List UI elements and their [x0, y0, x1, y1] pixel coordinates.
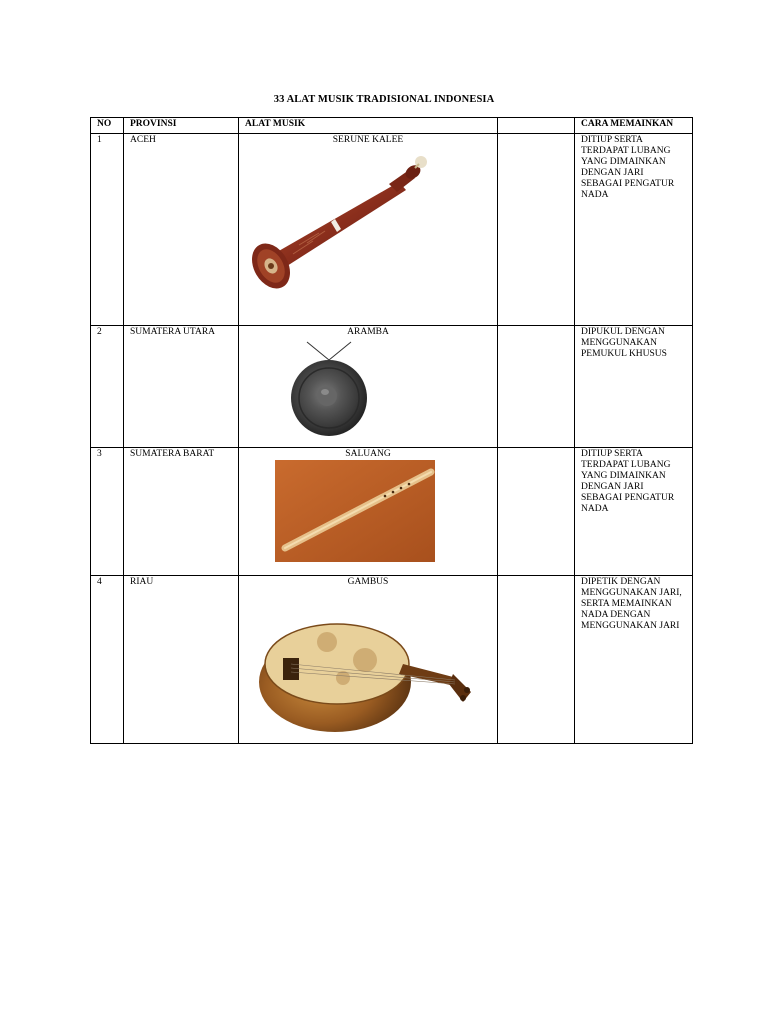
header-cara: CARA MEMAINKAN: [575, 118, 693, 134]
header-provinsi: PROVINSI: [124, 118, 239, 134]
saluang-flute-image: [275, 460, 435, 562]
row-no: 2: [91, 326, 124, 448]
row-cara: DITIUP SERTA TERDAPAT LUBANG YANG DIMAINKAN DENGAN JARI SEBAGAI PENGATUR NADA: [575, 134, 693, 326]
row-provinsi: RIAU: [124, 576, 239, 744]
table-row: [91, 576, 693, 744]
row-alat-label: GAMBUS: [347, 577, 389, 587]
table-row: [91, 134, 693, 326]
row-no: 1: [91, 134, 124, 326]
row-cara: DITIUP SERTA TERDAPAT LUBANG YANG DIMAINKAN DENGAN JARI SEBAGAI PENGATUR NADA: [575, 448, 693, 576]
row-alat-label: SALUANG: [345, 449, 391, 459]
header-extra: [498, 118, 575, 134]
row-alat-cell: [239, 326, 498, 448]
row-extra: [498, 576, 575, 744]
row-extra: [498, 326, 575, 448]
serune-kalee-image: [249, 148, 429, 292]
row-cara: DIPUKUL DENGAN MENGGUNAKAN PEMUKUL KHUSUS: [575, 326, 693, 448]
row-extra: [498, 134, 575, 326]
table-row: [91, 448, 693, 576]
row-extra: [498, 448, 575, 576]
row-provinsi: ACEH: [124, 134, 239, 326]
row-cara: DIPETIK DENGAN MENGGUNAKAN JARI, SERTA MEMAINKAN NADA DENGAN MENGGUNAKAN JARI: [575, 576, 693, 744]
header-no: NO: [91, 118, 124, 134]
table-header-row: [91, 118, 693, 134]
header-alat-musik: ALAT MUSIK: [239, 118, 498, 134]
row-provinsi: SUMATERA UTARA: [124, 326, 239, 448]
row-provinsi: SUMATERA BARAT: [124, 448, 239, 576]
instrument-table: [90, 117, 693, 744]
row-alat-cell: [239, 448, 498, 576]
row-alat-label: ARAMBA: [347, 327, 389, 337]
document-title: 33 ALAT MUSIK TRADISIONAL INDONESIA: [273, 94, 495, 105]
aramba-gong-image: [287, 332, 371, 444]
table-row: [91, 326, 693, 448]
row-alat-cell: [239, 134, 498, 326]
row-alat-label: SERUNE KALEE: [332, 135, 404, 145]
row-no: 4: [91, 576, 124, 744]
row-no: 3: [91, 448, 124, 576]
row-alat-cell: [239, 576, 498, 744]
gambus-lute-image: [257, 612, 483, 740]
